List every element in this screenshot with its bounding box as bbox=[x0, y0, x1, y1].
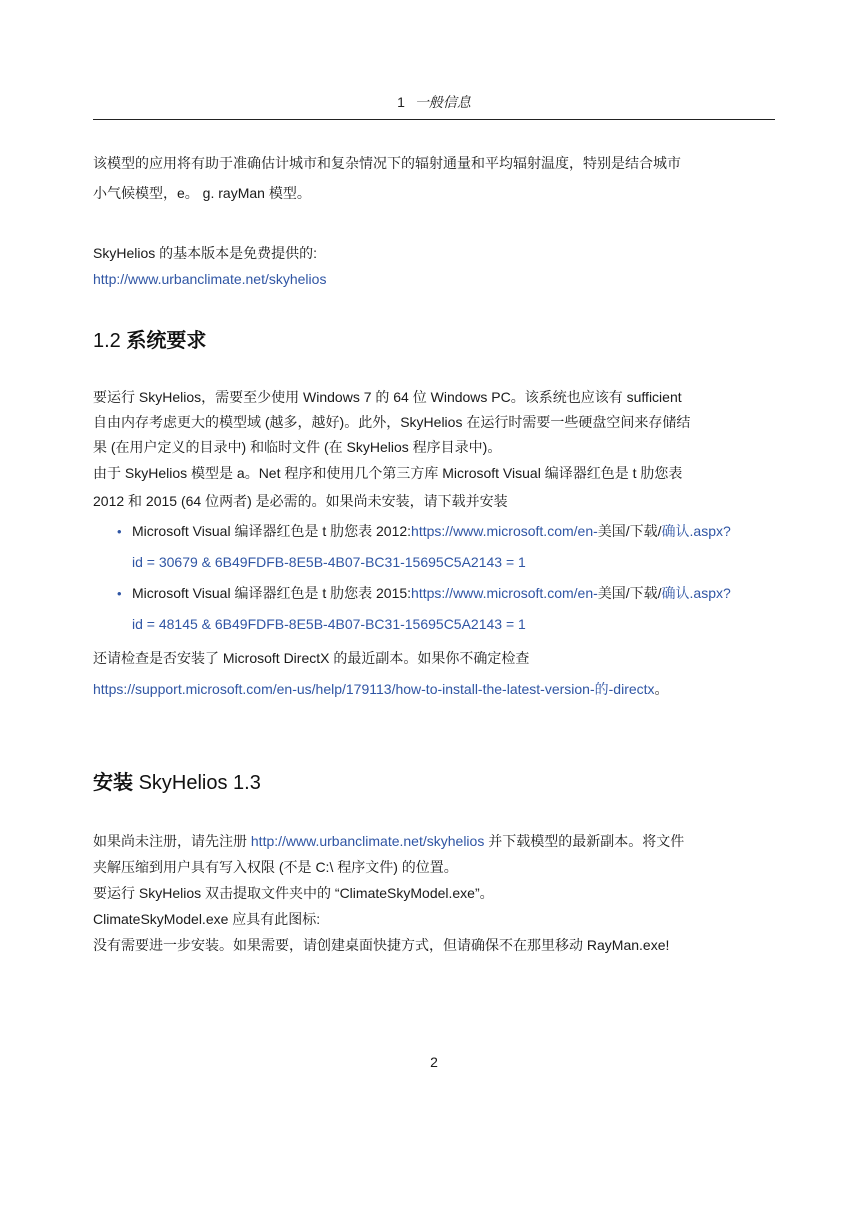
section-heading-install bbox=[93, 770, 783, 796]
install-line-1-suffix: 并下载模型的最新副本。将文件 bbox=[488, 833, 685, 849]
running-header bbox=[93, 92, 775, 112]
redistributable-list bbox=[93, 516, 783, 640]
page-number: 2 bbox=[430, 1054, 438, 1070]
free-version-paragraph bbox=[93, 240, 783, 292]
list-item bbox=[93, 578, 783, 640]
header-rule bbox=[93, 119, 775, 120]
install-line-1-prefix: 如果尚未注册，请先注册 bbox=[93, 833, 247, 849]
list-item bbox=[93, 516, 783, 578]
chapter-title: 一般信息 bbox=[414, 94, 471, 110]
requirements-line-1: 要运行 SkyHelios，需要至少使用 Windows 7 的 64 位 Windows PC。该系统也应该有 sufficient bbox=[93, 389, 682, 405]
bullet-1-link-part1[interactable]: https://www.microsoft.com/en- bbox=[411, 523, 598, 539]
register-link[interactable]: http://www.urbanclimate.net/skyhelios bbox=[250, 833, 485, 849]
page-content bbox=[93, 150, 783, 958]
install-line-3: 要运行 SkyHelios 双击提取文件夹中的 “ClimateSkyModel.exe”。 bbox=[93, 885, 494, 901]
bullet-1-link-line2[interactable]: id = 30679 & 6B49FDFB-8E5B-4B07-BC31-15695C5A2143 = 1 bbox=[132, 554, 526, 570]
install-line-5: 没有需要进一步安装。如果需要，请创建桌面快捷方式，但请确保不在那里移动 RayMan.exe! bbox=[93, 937, 670, 953]
section-heading-1-2 bbox=[93, 328, 783, 354]
directx-link[interactable]: https://support.microsoft.com/en-us/help/179113/how-to-install-the-latest-version-的-directx bbox=[93, 681, 655, 697]
requirements-line-5: 2012 和 2015 (64 位两者) 是必需的。如果尚未安装，请下载并安装 bbox=[93, 493, 508, 509]
bullet-icon: • bbox=[117, 524, 122, 539]
intro-line-1: 该模型的应用将有助于准确估计城市和复杂情况下的辐射通量和平均辐射温度，特别是结合城市 bbox=[93, 155, 681, 171]
install-line-4: ClimateSkyModel.exe 应具有此图标: bbox=[93, 911, 321, 927]
requirements-paragraph bbox=[93, 385, 783, 514]
requirements-line-4: 由于 SkyHelios 模型是 a。Net 程序和使用几个第三方库 Microsoft Visual 编译器红色是 t 肋您表 bbox=[93, 465, 683, 481]
skyhelios-link[interactable]: http://www.urbanclimate.net/skyhelios bbox=[93, 271, 327, 287]
install-paragraph bbox=[93, 828, 783, 958]
intro-line-2: 小气候模型，e。 g. rayMan 模型。 bbox=[93, 185, 311, 201]
install-line-2: 夹解压缩到用户具有写入权限 (不是 C:\ 程序文件) 的位置。 bbox=[93, 859, 458, 875]
bullet-2-link-line2[interactable]: id = 48145 & 6B49FDFB-8E5B-4B07-BC31-15695C5A2143 = 1 bbox=[132, 616, 526, 632]
free-version-text: SkyHelios 的基本版本是免费提供的: bbox=[93, 245, 318, 261]
requirements-line-3: 果 (在用户定义的目录中) 和临时文件 (在 SkyHelios 程序目录中)。 bbox=[93, 439, 502, 455]
intro-paragraph bbox=[93, 150, 783, 206]
section-1-2-number: 1.2 bbox=[93, 330, 121, 352]
directx-suffix: 。 bbox=[654, 681, 669, 697]
bullet-1-link-part2[interactable]: 确认.aspx? bbox=[661, 523, 731, 539]
directx-line-1: 还请检查是否安装了 Microsoft DirectX 的最近副本。如果你不确定检查 bbox=[93, 650, 530, 666]
bullet-2-prefix: Microsoft Visual 编译器红色是 t 肋您表 2015: bbox=[132, 585, 412, 601]
directx-paragraph bbox=[93, 643, 783, 705]
bullet-2-link-part2[interactable]: 确认.aspx? bbox=[661, 585, 731, 601]
bullet-2-mid: 美国/下载/ bbox=[597, 585, 662, 601]
install-title-zh: 安装 bbox=[93, 772, 133, 794]
bullet-1-mid: 美国/下载/ bbox=[597, 523, 662, 539]
requirements-line-2: 自由内存考虑更大的模型域 (越多，越好)。此外，SkyHelios 在运行时需要一些硬盘空间来存储结 bbox=[93, 414, 691, 430]
install-title-en: SkyHelios 1.3 bbox=[138, 772, 261, 794]
bullet-1-prefix: Microsoft Visual 编译器红色是 t 肋您表 2012: bbox=[132, 523, 412, 539]
section-1-2-title: 系统要求 bbox=[126, 330, 207, 352]
bullet-2-link-part1[interactable]: https://www.microsoft.com/en- bbox=[411, 585, 598, 601]
chapter-number: 1 bbox=[397, 94, 405, 110]
bullet-icon: • bbox=[117, 586, 122, 601]
